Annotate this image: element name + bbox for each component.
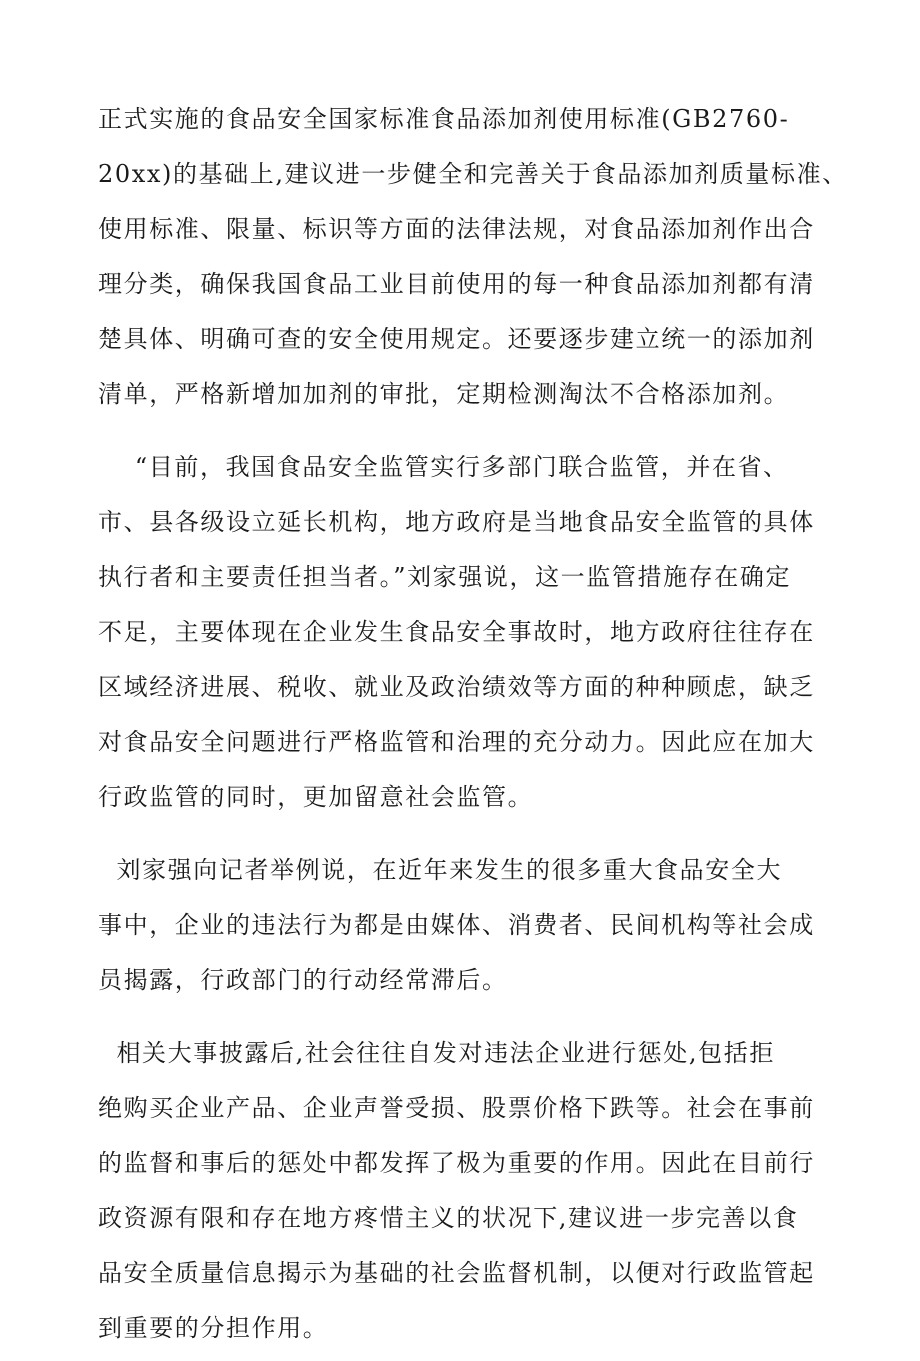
paragraph-1	[98, 92, 848, 422]
paragraph-4	[98, 1026, 838, 1356]
text-line: “目前，我国食品安全监管实行多部门联合监管，并在省、	[98, 453, 789, 481]
text-line: 行政监管的同时，更加留意社会监管。	[98, 783, 534, 811]
document-body	[98, 92, 848, 1356]
text-line: 理分类，确保我国食品工业目前使用的每一种食品添加剂都有清	[98, 270, 815, 298]
paragraph-spacer	[98, 422, 838, 440]
text-line: 不足，主要体现在企业发生食品安全事故时，地方政府往往存在	[98, 618, 815, 646]
paragraph-spacer	[98, 1008, 838, 1026]
text-line: 区域经济进展、税收、就业及政治绩效等方面的种种顾虑，缺乏	[98, 673, 815, 701]
text-line: 到重要的分担作用。	[98, 1314, 329, 1342]
paragraph-3	[98, 843, 838, 1008]
paragraph-spacer	[98, 825, 838, 843]
text-line: 20xx)的基础上,建议进一步健全和完善关于食品添加剂质量标准、	[98, 160, 848, 188]
text-line: 楚具体、明确可查的安全使用规定。还要逐步建立统一的添加剂	[98, 325, 815, 353]
text-line: 刘家强向记者举例说，在近年来发生的很多重大食品安全大	[98, 856, 783, 884]
text-line: 使用标准、限量、标识等方面的法律法规，对食品添加剂作出合	[98, 215, 815, 243]
paragraph-2	[98, 440, 838, 825]
text-line: 政资源有限和存在地方疼惜主义的状况下,建议进一步完善以食	[98, 1204, 799, 1232]
text-line: 员揭露，行政部门的行动经常滞后。	[98, 966, 508, 994]
text-line: 品安全质量信息揭示为基础的社会监督机制，以便对行政监管起	[98, 1259, 815, 1287]
text-line: 相关大事披露后,社会往往自发对违法企业进行惩处,包括拒	[98, 1039, 775, 1067]
text-line: 对食品安全问题进行严格监管和治理的充分动力。因此应在加大	[98, 728, 815, 756]
text-line: 执行者和主要责任担当者。”刘家强说，这一监管措施存在确定	[98, 563, 792, 591]
text-line: 绝购买企业产品、企业声誉受损、股票价格下跌等。社会在事前	[98, 1094, 815, 1122]
text-line: 的监督和事后的惩处中都发挥了极为重要的作用。因此在目前行	[98, 1149, 815, 1177]
text-line: 正式实施的食品安全国家标准食品添加剂使用标准(GB2760-	[98, 105, 790, 133]
text-line: 清单，严格新增加加剂的审批，定期检测淘汰不合格添加剂。	[98, 380, 790, 408]
text-line: 市、县各级设立延长机构，地方政府是当地食品安全监管的具体	[98, 508, 815, 536]
text-line: 事中，企业的违法行为都是由媒体、消费者、民间机构等社会成	[98, 911, 815, 939]
